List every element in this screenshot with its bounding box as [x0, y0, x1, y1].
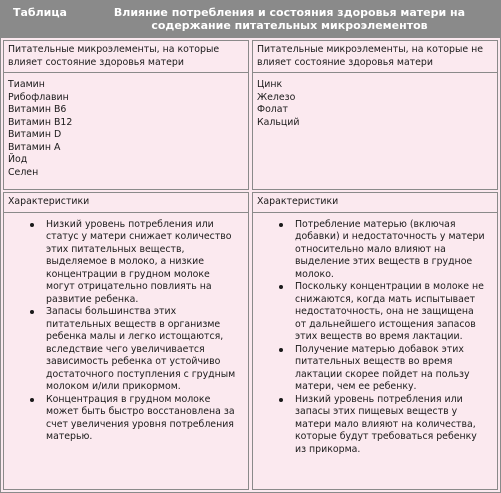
bullet-icon — [279, 398, 283, 402]
right-nutrients-heading: Питательные микроэлементы, на которые не влияет состояние здоровья матери — [253, 41, 497, 73]
bullet-icon — [30, 310, 34, 314]
list-item: Низкий уровень потребления или запасы этих пищевых веществ у матери мало влияют на количества, которые будут требоваться ребенку из прикорма. — [257, 394, 493, 457]
bullet-icon — [279, 223, 283, 227]
list-item: Фолат — [257, 104, 289, 115]
bullet-icon — [279, 348, 283, 352]
bullet-icon — [30, 223, 34, 227]
right-nutrients-cell — [252, 40, 498, 190]
bullet-icon — [30, 398, 34, 402]
left-nutrients-cell — [3, 40, 249, 190]
list-item: Йод — [8, 154, 28, 165]
list-item: Витамин A — [8, 141, 61, 153]
right-characteristics-list — [257, 219, 493, 457]
left-characteristics-cell — [3, 192, 249, 490]
table-tag: Таблица — [13, 6, 67, 19]
right-characteristics-cell — [252, 192, 498, 490]
list-item: Потребление матерью (включая добавки) и недостаточность у матери относительно мало влияют на выделение этих веществ в грудное молоко. — [257, 219, 493, 282]
list-item: Витамин B12 — [8, 116, 73, 128]
left-characteristics-heading: Характеристики — [4, 193, 248, 213]
left-nutrient-list — [8, 79, 244, 179]
list-item: Получение матерью добавок этих питательных веществ во время лактации скорее пойдет на пользу матери, чем ее ребенку. — [257, 344, 493, 394]
table-title: Влияние потребления и состояния здоровья матери на содержание питательных микроэлементов — [113, 6, 466, 32]
list-item: Концентрация в грудном молоке может быть быстро восстановлена за счет увеличения уровня потребления матерью. — [8, 394, 244, 444]
list-item: Тиамин — [8, 79, 45, 90]
list-item: Цинк — [257, 79, 283, 90]
list-item: Селен — [8, 166, 39, 178]
table-header — [1, 1, 500, 38]
list-item: Железо — [257, 91, 296, 103]
bullet-icon — [279, 285, 283, 289]
right-nutrient-list — [257, 79, 493, 129]
list-item: Запасы большинства этих питательных веществ в организме ребенка малы и легко истощаются, вследствие чего увеличивается зависимость ребенка от устойчиво достаточного поступления с грудным молоком и/или прикормом. — [8, 306, 244, 394]
left-nutrients-heading: Питательные микроэлементы, на которые влияет состояние здоровья матери — [4, 41, 248, 73]
list-item: Кальций — [257, 116, 300, 128]
list-item: Поскольку концентрации в молоке не снижаются, когда мать испытывает недостаточность, она не защищена от дальнейшего истощения запасов этих веществ во время лактации. — [257, 281, 493, 344]
left-characteristics-list — [8, 219, 244, 444]
list-item: Низкий уровень потребления или статус у матери снижает количество этих питательных веществ, выделяемое в молоко, а низкие концентрации в грудном молоке могут отрицательно повлиять на развитие ребенка. — [8, 219, 244, 307]
right-characteristics-heading: Характеристики — [253, 193, 497, 213]
list-item: Витамин D — [8, 129, 62, 140]
list-item: Рибофлавин — [8, 91, 69, 103]
list-item: Витамин B6 — [8, 104, 67, 115]
